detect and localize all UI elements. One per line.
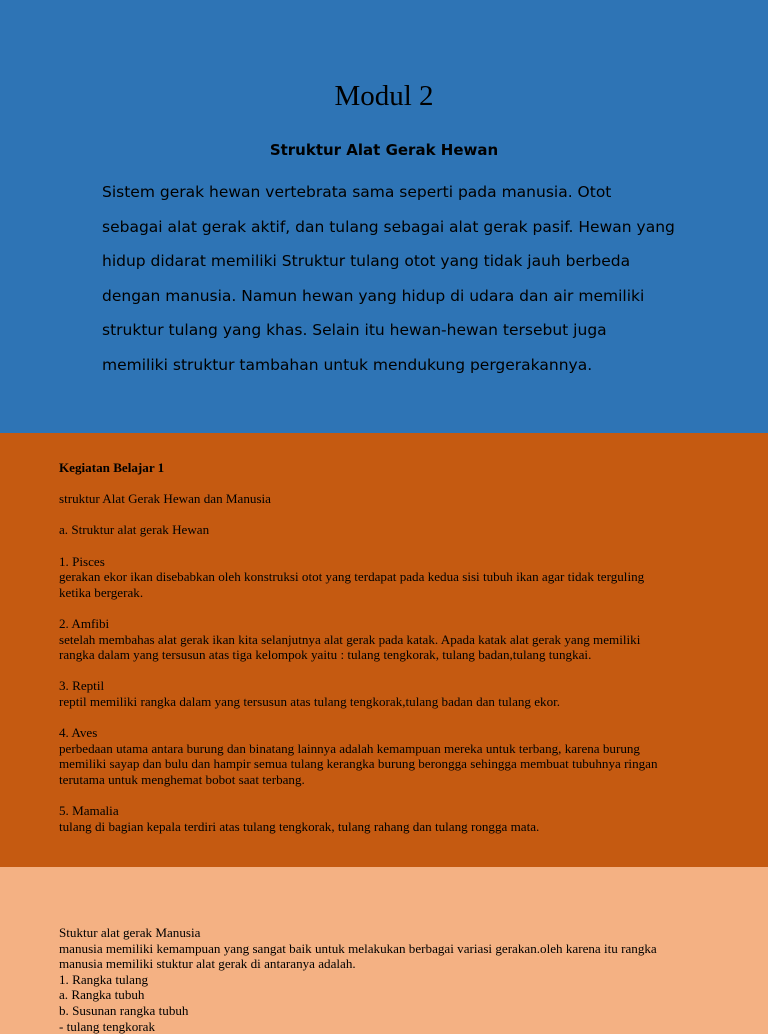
item-title: 5. Mamalia xyxy=(59,803,119,819)
item-title: 2. Amfibi xyxy=(59,615,110,631)
item-text: tulang di bagian kepala terdiri atas tulang tengkorak, tulang rahang dan tulang rongga mata. xyxy=(59,818,540,834)
intro-line: sebagai alat gerak aktif, dan tulang sebagai alat gerak pasif. Hewan yang xyxy=(102,217,675,236)
topic-line: struktur Alat Gerak Hewan dan Manusia xyxy=(59,491,271,507)
list-item xyxy=(59,616,739,663)
kegiatan-belajar-panel xyxy=(0,433,768,867)
item-text: ketika bergerak. xyxy=(59,584,144,600)
intro-line: dengan manusia. Namun hewan yang hidup di udara dan air memiliki xyxy=(102,286,645,305)
item-text: memiliki sayap dan bulu dan hampir semua tulang kerangka burung berongga sehingga membuat tubuhnya ringan xyxy=(59,756,658,772)
intro-line: memiliki struktur tambahan untuk mendukung pergerakannya. xyxy=(102,355,593,374)
item-text: setelah membahas alat gerak ikan kita selanjutnya alat gerak pada katak. Apada katak alat gerak yang memiliki xyxy=(59,631,641,647)
manusia-list-item: - tulang tengkorak xyxy=(59,1018,155,1034)
item-title: 1. Pisces xyxy=(59,553,105,569)
manusia-panel xyxy=(0,867,768,1034)
section-heading: Kegiatan Belajar 1 xyxy=(59,460,165,475)
intro-line: Sistem gerak hewan vertebrata sama seperti pada manusia. Otot xyxy=(102,183,612,201)
item-text: gerakan ekor ikan disebabkan oleh konstruksi otot yang terdapat pada kedua sisi tubuh ikan agar tidak terguling xyxy=(59,569,645,585)
kegiatan-content xyxy=(59,460,739,834)
intro-line: struktur tulang yang khas. Selain itu hewan-hewan tersebut juga xyxy=(102,321,607,340)
item-text: rangka dalam yang tersusun atas tiga kelompok yaitu : tulang tengkorak, tulang badan,tulang tungkai. xyxy=(59,647,592,663)
manusia-content xyxy=(59,925,739,1034)
manusia-list-item: b. Susunan rangka tubuh xyxy=(59,1002,189,1018)
item-title: 4. Aves xyxy=(59,725,98,741)
page-title: Modul 2 xyxy=(334,80,434,112)
manusia-heading: Stuktur alat gerak Manusia xyxy=(59,925,201,940)
subsection-title: a. Struktur alat gerak Hewan xyxy=(59,522,210,538)
intro-line: hidup didarat memiliki Struktur tulang otot yang tidak jauh berbeda xyxy=(102,252,631,271)
intro-paragraph xyxy=(102,175,682,383)
item-text: terutama untuk menghemat bobot saat terbang. xyxy=(59,771,305,787)
item-text: reptil memiliki rangka dalam yang tersusun atas tulang tengkorak,tulang badan dan tulang ekor. xyxy=(59,693,561,709)
manusia-list-item: a. Rangka tubuh xyxy=(59,987,145,1003)
manusia-text: manusia memiliki kemampuan yang sangat baik untuk melakukan berbagai variasi gerakan.oleh karena itu rangka xyxy=(59,940,657,956)
manusia-list-item: 1. Rangka tulang xyxy=(59,971,149,987)
page-subtitle: Struktur Alat Gerak Hewan xyxy=(269,141,499,159)
module-header-panel xyxy=(0,0,768,433)
item-title: 3. Reptil xyxy=(59,678,105,694)
item-text: perbedaan utama antara burung dan binatang lainnya adalah kemampuan mereka untuk terbang, karena burung xyxy=(59,740,640,756)
manusia-text: manusia memiliki stuktur alat gerak di antaranya adalah. xyxy=(59,956,356,972)
list-item xyxy=(59,803,739,834)
list-item xyxy=(59,554,739,601)
list-item xyxy=(59,725,739,787)
list-item xyxy=(59,678,739,709)
